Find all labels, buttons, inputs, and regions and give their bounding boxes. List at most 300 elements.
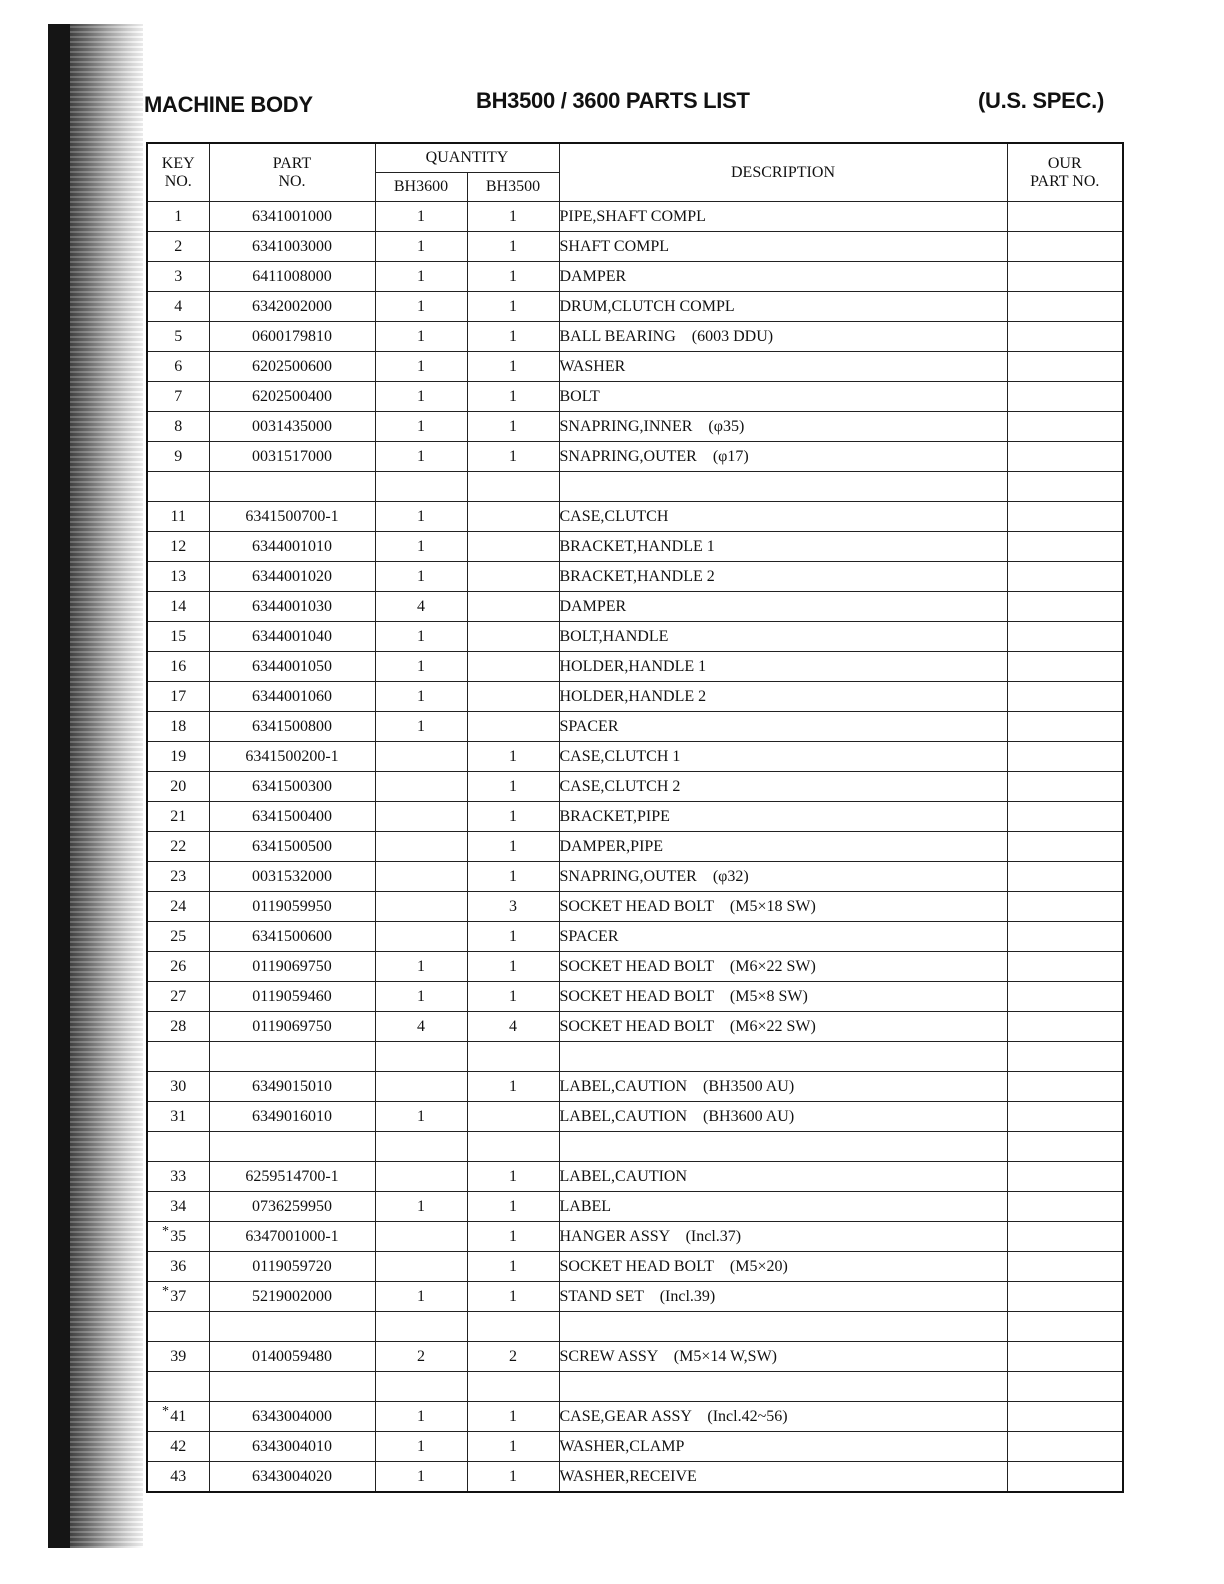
- part-no-cell: 6343004020: [209, 1462, 375, 1493]
- part-no-cell: [209, 1042, 375, 1072]
- qty-bh3500-cell: 1: [467, 1402, 559, 1432]
- qty-bh3500-cell: 1: [467, 262, 559, 292]
- table-row: [147, 472, 1123, 502]
- our-part-no-cell: [1007, 1312, 1123, 1342]
- table-row: [147, 1462, 1123, 1493]
- description-cell: SOCKET HEAD BOLT (M5×8 SW): [559, 982, 1007, 1012]
- part-no-cell: 5219002000: [209, 1282, 375, 1312]
- our-part-no-cell: [1007, 472, 1123, 502]
- qty-bh3600-cell: 4: [375, 1012, 467, 1042]
- key-no-cell: [147, 412, 209, 442]
- qty-bh3600-cell: [375, 1312, 467, 1342]
- table-row: [147, 952, 1123, 982]
- key-no-text: 41: [170, 1407, 187, 1425]
- key-no-text: 31: [170, 1107, 187, 1125]
- part-no-cell: 6341500300: [209, 772, 375, 802]
- our-part-no-cell: [1007, 1132, 1123, 1162]
- our-part-no-cell: [1007, 892, 1123, 922]
- description-cell: BOLT,HANDLE: [559, 622, 1007, 652]
- description-cell: SNAPRING,OUTER (φ17): [559, 442, 1007, 472]
- key-no-cell: [147, 742, 209, 772]
- table-row: [147, 1192, 1123, 1222]
- qty-bh3500-cell: 1: [467, 952, 559, 982]
- table-row: [147, 232, 1123, 262]
- key-no-cell: [147, 922, 209, 952]
- our-part-no-header: OUR PART NO.: [1007, 143, 1123, 202]
- our-part-no-cell: [1007, 562, 1123, 592]
- table-row: [147, 742, 1123, 772]
- description-cell: CASE,CLUTCH 1: [559, 742, 1007, 772]
- our-part-no-cell: [1007, 1462, 1123, 1493]
- qty-bh3600-cell: [375, 742, 467, 772]
- part-no-cell: 6341500500: [209, 832, 375, 862]
- key-no-text: 25: [170, 927, 187, 945]
- qty-bh3500-cell: [467, 1042, 559, 1072]
- qty-bh3600-cell: 1: [375, 952, 467, 982]
- key-no-text: 2: [174, 237, 183, 255]
- description-cell: CASE,CLUTCH 2: [559, 772, 1007, 802]
- key-no-text: 1: [174, 207, 183, 225]
- key-no-text: 7: [174, 387, 183, 405]
- key-no-cell: [147, 712, 209, 742]
- qty-bh3500-cell: [467, 592, 559, 622]
- part-no-cell: [209, 1372, 375, 1402]
- table-row: [147, 1042, 1123, 1072]
- qty-bh3500-cell: 1: [467, 922, 559, 952]
- key-no-text: 12: [170, 537, 187, 555]
- key-no-cell: [147, 442, 209, 472]
- qty-bh3600-cell: [375, 1162, 467, 1192]
- key-no-cell: [147, 1462, 209, 1493]
- key-no-text: 11: [170, 507, 186, 525]
- our-part-no-cell: [1007, 1222, 1123, 1252]
- key-no-text: 27: [170, 987, 187, 1005]
- description-cell: [559, 1042, 1007, 1072]
- key-no-cell: [147, 1222, 209, 1252]
- asterisk-mark: *: [162, 1404, 169, 1419]
- description-cell: WASHER: [559, 352, 1007, 382]
- description-cell: LABEL: [559, 1192, 1007, 1222]
- key-no-cell: [147, 1012, 209, 1042]
- part-no-cell: 6344001030: [209, 592, 375, 622]
- description-cell: [559, 1132, 1007, 1162]
- part-no-cell: 6343004000: [209, 1402, 375, 1432]
- description-cell: SHAFT COMPL: [559, 232, 1007, 262]
- description-cell: SOCKET HEAD BOLT (M5×20): [559, 1252, 1007, 1282]
- key-no-text: 18: [170, 717, 187, 735]
- description-cell: SNAPRING,INNER (φ35): [559, 412, 1007, 442]
- parts-table-body: [147, 202, 1123, 1493]
- qty-bh3500-cell: 1: [467, 1072, 559, 1102]
- key-no-text: 13: [170, 567, 187, 585]
- key-no-text: 39: [170, 1347, 187, 1365]
- description-cell: LABEL,CAUTION (BH3600 AU): [559, 1102, 1007, 1132]
- qty-bh3600-cell: 1: [375, 652, 467, 682]
- key-no-cell: [147, 472, 209, 502]
- description-cell: LABEL,CAUTION (BH3500 AU): [559, 1072, 1007, 1102]
- our-part-no-cell: [1007, 952, 1123, 982]
- key-no-text: 17: [170, 687, 187, 705]
- part-no-header: PART NO.: [209, 143, 375, 202]
- qty-bh3500-cell: [467, 712, 559, 742]
- our-part-no-cell: [1007, 232, 1123, 262]
- key-no-cell: [147, 232, 209, 262]
- qty-bh3500-header: BH3500: [467, 173, 559, 202]
- qty-bh3500-cell: 3: [467, 892, 559, 922]
- key-no-text: 3: [174, 267, 183, 285]
- table-row: [147, 562, 1123, 592]
- part-no-cell: 0119059460: [209, 982, 375, 1012]
- our-part-no-cell: [1007, 1192, 1123, 1222]
- key-no-text: 30: [170, 1077, 187, 1095]
- table-row: [147, 502, 1123, 532]
- qty-bh3500-cell: [467, 502, 559, 532]
- our-part-no-cell: [1007, 622, 1123, 652]
- key-no-text: 14: [170, 597, 187, 615]
- key-no-text: 33: [170, 1167, 187, 1185]
- key-no-cell: [147, 1192, 209, 1222]
- asterisk-mark: *: [162, 1224, 169, 1239]
- description-cell: BOLT: [559, 382, 1007, 412]
- key-no-text: 42: [170, 1437, 187, 1455]
- part-no-cell: 6344001040: [209, 622, 375, 652]
- description-cell: [559, 1312, 1007, 1342]
- description-cell: HANGER ASSY (Incl.37): [559, 1222, 1007, 1252]
- key-no-text: 16: [170, 657, 187, 675]
- description-cell: [559, 1372, 1007, 1402]
- key-no-cell: [147, 262, 209, 292]
- our-part-no-cell: [1007, 922, 1123, 952]
- qty-bh3500-cell: 1: [467, 742, 559, 772]
- our-part-no-cell: [1007, 1012, 1123, 1042]
- scan-binding-shadow: [48, 24, 70, 1548]
- key-no-cell: [147, 532, 209, 562]
- qty-bh3500-cell: 1: [467, 352, 559, 382]
- part-no-cell: 0031517000: [209, 442, 375, 472]
- key-no-cell: [147, 352, 209, 382]
- table-row: [147, 1102, 1123, 1132]
- key-no-text: 15: [170, 627, 187, 645]
- table-row: [147, 322, 1123, 352]
- our-part-no-cell: [1007, 382, 1123, 412]
- qty-bh3500-cell: [467, 1372, 559, 1402]
- part-no-cell: 6344001020: [209, 562, 375, 592]
- section-title: MACHINE BODY: [144, 92, 313, 117]
- key-no-text: 4: [174, 297, 183, 315]
- description-cell: PIPE,SHAFT COMPL: [559, 202, 1007, 232]
- description-cell: LABEL,CAUTION: [559, 1162, 1007, 1192]
- qty-bh3500-cell: 1: [467, 1222, 559, 1252]
- part-no-cell: 0031532000: [209, 862, 375, 892]
- part-no-cell: 6341500700-1: [209, 502, 375, 532]
- table-row: [147, 832, 1123, 862]
- description-cell: CASE,GEAR ASSY (Incl.42~56): [559, 1402, 1007, 1432]
- table-row: [147, 982, 1123, 1012]
- qty-bh3600-cell: 1: [375, 352, 467, 382]
- key-no-text: 9: [174, 447, 183, 465]
- key-no-cell: [147, 382, 209, 412]
- key-no-cell: [147, 1282, 209, 1312]
- our-part-no-cell: [1007, 862, 1123, 892]
- part-no-cell: 0031435000: [209, 412, 375, 442]
- key-no-text: 22: [170, 837, 187, 855]
- qty-bh3600-cell: 1: [375, 502, 467, 532]
- key-no-cell: [147, 292, 209, 322]
- part-no-cell: 6344001060: [209, 682, 375, 712]
- key-no-cell: [147, 202, 209, 232]
- our-part-no-cell: [1007, 1042, 1123, 1072]
- our-part-no-cell: [1007, 1102, 1123, 1132]
- qty-bh3500-cell: 1: [467, 1462, 559, 1493]
- page-title: BH3500 / 3600 PARTS LIST: [476, 88, 750, 113]
- table-row: [147, 592, 1123, 622]
- qty-bh3600-cell: [375, 1222, 467, 1252]
- part-no-cell: 0119069750: [209, 952, 375, 982]
- qty-bh3600-cell: [375, 832, 467, 862]
- table-row: [147, 772, 1123, 802]
- key-no-cell: [147, 1252, 209, 1282]
- table-row: [147, 892, 1123, 922]
- our-part-no-cell: [1007, 1162, 1123, 1192]
- qty-bh3500-cell: 2: [467, 1342, 559, 1372]
- part-no-cell: 6202500600: [209, 352, 375, 382]
- qty-bh3500-cell: 1: [467, 442, 559, 472]
- our-part-no-cell: [1007, 802, 1123, 832]
- qty-bh3500-cell: [467, 472, 559, 502]
- qty-bh3600-cell: 1: [375, 1282, 467, 1312]
- our-part-no-cell: [1007, 292, 1123, 322]
- our-part-no-cell: [1007, 1342, 1123, 1372]
- qty-bh3600-cell: [375, 1252, 467, 1282]
- part-no-cell: 6342002000: [209, 292, 375, 322]
- part-no-cell: 0140059480: [209, 1342, 375, 1372]
- key-no-text: 36: [170, 1257, 187, 1275]
- table-row: [147, 802, 1123, 832]
- part-no-cell: 6341500200-1: [209, 742, 375, 772]
- description-cell: SPACER: [559, 922, 1007, 952]
- table-row: [147, 1312, 1123, 1342]
- description-header: DESCRIPTION: [559, 143, 1007, 202]
- description-cell: SPACER: [559, 712, 1007, 742]
- description-cell: BRACKET,HANDLE 1: [559, 532, 1007, 562]
- qty-bh3600-cell: 1: [375, 382, 467, 412]
- key-no-text: 24: [170, 897, 187, 915]
- table-row: [147, 382, 1123, 412]
- qty-bh3500-cell: [467, 652, 559, 682]
- table-row: [147, 922, 1123, 952]
- our-part-no-cell: [1007, 682, 1123, 712]
- key-no-text: 23: [170, 867, 187, 885]
- qty-bh3500-cell: 1: [467, 862, 559, 892]
- key-no-text: 19: [170, 747, 187, 765]
- qty-bh3600-cell: 1: [375, 982, 467, 1012]
- key-no-cell: [147, 322, 209, 352]
- description-cell: DAMPER: [559, 262, 1007, 292]
- part-no-cell: [209, 1132, 375, 1162]
- table-row: [147, 652, 1123, 682]
- table-row: [147, 1432, 1123, 1462]
- qty-bh3600-cell: 1: [375, 532, 467, 562]
- part-no-cell: 6341003000: [209, 232, 375, 262]
- qty-bh3600-cell: 1: [375, 202, 467, 232]
- key-no-cell: [147, 1132, 209, 1162]
- key-no-cell: [147, 1072, 209, 1102]
- key-no-cell: [147, 1402, 209, 1432]
- qty-bh3600-cell: [375, 862, 467, 892]
- table-row: [147, 1402, 1123, 1432]
- table-row: [147, 1252, 1123, 1282]
- key-no-cell: [147, 652, 209, 682]
- our-part-no-cell: [1007, 412, 1123, 442]
- qty-bh3500-cell: [467, 562, 559, 592]
- description-cell: [559, 472, 1007, 502]
- key-no-cell: [147, 1312, 209, 1342]
- key-no-text: 20: [170, 777, 187, 795]
- table-row: [147, 262, 1123, 292]
- our-part-no-cell: [1007, 532, 1123, 562]
- qty-bh3600-cell: 1: [375, 442, 467, 472]
- qty-bh3500-cell: 4: [467, 1012, 559, 1042]
- description-cell: SOCKET HEAD BOLT (M6×22 SW): [559, 1012, 1007, 1042]
- part-no-cell: 6202500400: [209, 382, 375, 412]
- key-no-cell: [147, 982, 209, 1012]
- key-no-cell: [147, 862, 209, 892]
- table-row: [147, 202, 1123, 232]
- qty-bh3600-cell: [375, 772, 467, 802]
- our-part-no-cell: [1007, 502, 1123, 532]
- qty-bh3600-cell: [375, 802, 467, 832]
- table-row: [147, 1072, 1123, 1102]
- qty-bh3500-cell: 1: [467, 382, 559, 412]
- description-cell: BRACKET,HANDLE 2: [559, 562, 1007, 592]
- key-no-cell: [147, 772, 209, 802]
- part-no-cell: 0600179810: [209, 322, 375, 352]
- qty-bh3500-cell: 1: [467, 802, 559, 832]
- our-part-no-cell: [1007, 1072, 1123, 1102]
- part-no-cell: 6349016010: [209, 1102, 375, 1132]
- part-no-cell: 6344001010: [209, 532, 375, 562]
- our-part-no-cell: [1007, 982, 1123, 1012]
- key-no-cell: [147, 802, 209, 832]
- table-row: [147, 442, 1123, 472]
- description-cell: SCREW ASSY (M5×14 W,SW): [559, 1342, 1007, 1372]
- part-no-cell: 0736259950: [209, 1192, 375, 1222]
- our-part-no-cell: [1007, 712, 1123, 742]
- qty-bh3500-cell: 1: [467, 202, 559, 232]
- qty-bh3500-cell: [467, 1102, 559, 1132]
- key-no-cell: [147, 832, 209, 862]
- qty-bh3500-cell: 1: [467, 322, 559, 352]
- parts-table: [146, 142, 1124, 1493]
- table-row: [147, 292, 1123, 322]
- description-cell: SOCKET HEAD BOLT (M5×18 SW): [559, 892, 1007, 922]
- our-part-no-cell: [1007, 772, 1123, 802]
- qty-bh3600-cell: [375, 472, 467, 502]
- qty-bh3600-cell: 1: [375, 292, 467, 322]
- description-cell: SNAPRING,OUTER (φ32): [559, 862, 1007, 892]
- table-row: [147, 532, 1123, 562]
- key-no-header: KEY NO.: [147, 143, 209, 202]
- part-no-cell: 0119059720: [209, 1252, 375, 1282]
- table-row: [147, 1162, 1123, 1192]
- part-no-cell: 6343004010: [209, 1432, 375, 1462]
- part-no-cell: 6344001050: [209, 652, 375, 682]
- our-part-no-cell: [1007, 1252, 1123, 1282]
- part-no-cell: [209, 1312, 375, 1342]
- our-part-no-cell: [1007, 442, 1123, 472]
- table-row: [147, 1222, 1123, 1252]
- qty-bh3600-cell: 1: [375, 1102, 467, 1132]
- description-cell: DRUM,CLUTCH COMPL: [559, 292, 1007, 322]
- our-part-no-cell: [1007, 352, 1123, 382]
- our-part-no-cell: [1007, 1282, 1123, 1312]
- description-cell: HOLDER,HANDLE 2: [559, 682, 1007, 712]
- description-cell: WASHER,RECEIVE: [559, 1462, 1007, 1493]
- table-row: [147, 1012, 1123, 1042]
- key-no-cell: [147, 952, 209, 982]
- our-part-no-cell: [1007, 742, 1123, 772]
- qty-bh3500-cell: [467, 1312, 559, 1342]
- our-part-no-cell: [1007, 1372, 1123, 1402]
- spec-label: (U.S. SPEC.): [978, 88, 1104, 113]
- qty-bh3600-header: BH3600: [375, 173, 467, 202]
- table-row: [147, 412, 1123, 442]
- qty-bh3600-cell: 1: [375, 232, 467, 262]
- key-no-text: 34: [170, 1197, 187, 1215]
- qty-bh3600-cell: [375, 892, 467, 922]
- qty-bh3500-cell: 1: [467, 1252, 559, 1282]
- key-no-text: 28: [170, 1017, 187, 1035]
- description-cell: WASHER,CLAMP: [559, 1432, 1007, 1462]
- table-row: [147, 1372, 1123, 1402]
- qty-bh3500-cell: 1: [467, 232, 559, 262]
- key-no-cell: [147, 1102, 209, 1132]
- qty-bh3600-cell: 1: [375, 1192, 467, 1222]
- part-no-cell: 6349015010: [209, 1072, 375, 1102]
- qty-bh3500-cell: 1: [467, 292, 559, 322]
- our-part-no-cell: [1007, 202, 1123, 232]
- key-no-text: 26: [170, 957, 187, 975]
- key-no-cell: [147, 1432, 209, 1462]
- qty-bh3500-cell: 1: [467, 832, 559, 862]
- key-no-cell: [147, 1342, 209, 1372]
- part-no-cell: 6341500400: [209, 802, 375, 832]
- quantity-header: QUANTITY: [375, 143, 559, 173]
- key-no-text: 8: [174, 417, 183, 435]
- table-row: [147, 1282, 1123, 1312]
- part-no-cell: 0119059950: [209, 892, 375, 922]
- our-part-no-cell: [1007, 652, 1123, 682]
- qty-bh3600-cell: 1: [375, 682, 467, 712]
- part-no-cell: 6341500800: [209, 712, 375, 742]
- key-no-text: 6: [174, 357, 183, 375]
- our-part-no-cell: [1007, 1432, 1123, 1462]
- part-no-cell: 6411008000: [209, 262, 375, 292]
- qty-bh3600-cell: 1: [375, 322, 467, 352]
- key-no-text: 37: [170, 1287, 187, 1305]
- qty-bh3600-cell: 1: [375, 1432, 467, 1462]
- qty-bh3600-cell: 4: [375, 592, 467, 622]
- key-no-cell: [147, 892, 209, 922]
- qty-bh3500-cell: [467, 532, 559, 562]
- our-part-no-cell: [1007, 592, 1123, 622]
- our-part-no-cell: [1007, 832, 1123, 862]
- description-cell: DAMPER,PIPE: [559, 832, 1007, 862]
- qty-bh3600-cell: 2: [375, 1342, 467, 1372]
- qty-bh3600-cell: 1: [375, 712, 467, 742]
- our-part-no-cell: [1007, 322, 1123, 352]
- qty-bh3500-cell: 1: [467, 982, 559, 1012]
